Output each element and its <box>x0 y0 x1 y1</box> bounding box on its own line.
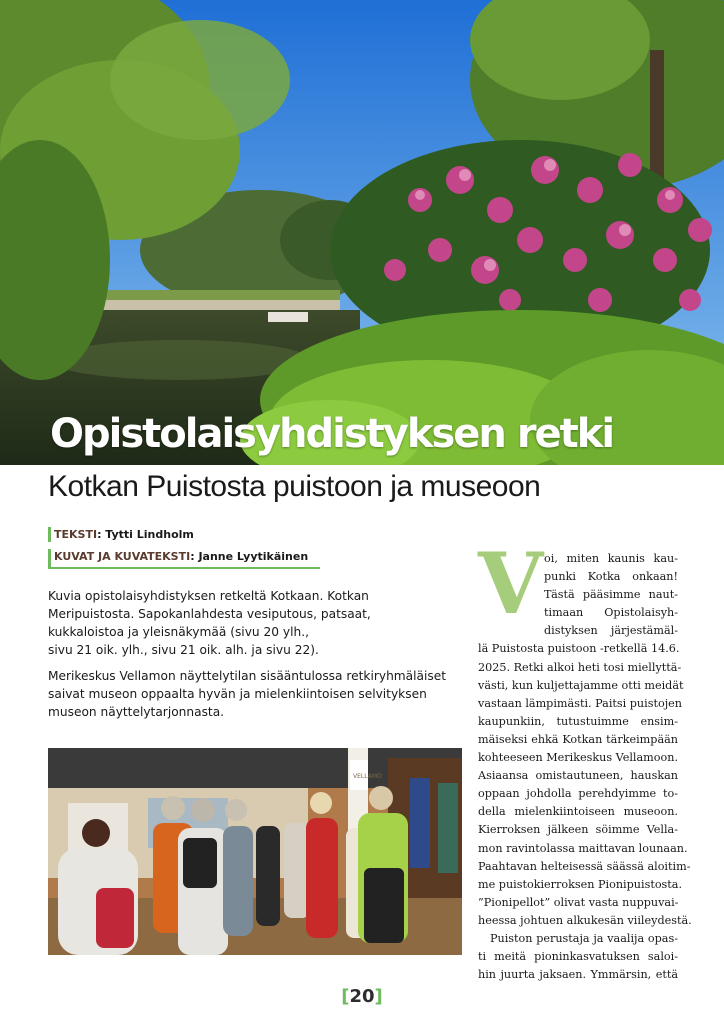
drop-cap: V <box>478 534 544 633</box>
article-subtitle: Kotkan Puistosta puistoon ja museoon <box>48 470 541 503</box>
hero-photo-park <box>0 0 724 465</box>
body-line: punki Kotka onkaan! <box>544 570 678 584</box>
caption-line: Meripuistosta. Sapokanlahdesta vesiputous, patsaat, <box>48 607 371 621</box>
caption-line: kukkaloistoa ja yleisnäkymää (sivu 20 ylh., <box>48 625 309 639</box>
body-line: me puistokierroksen Pionipuistosta. <box>478 877 683 891</box>
article-title: Opistolaisyhdistyksen retki <box>50 411 614 457</box>
page-bracket: [ <box>341 986 350 1007</box>
caption-line: museon näyttelytarjonnasta. <box>48 705 225 719</box>
body-line: timaan Opistolaisyh- <box>544 606 678 620</box>
body-line: Kierroksen jälkeen söimme Vella- <box>478 823 678 837</box>
body-line: Puiston perustaja ja vaalija opas- <box>490 931 678 945</box>
credit-value: Janne Lyytikäinen <box>198 550 309 563</box>
body-line: hin juurta jaksaen. Ymmärsin, että <box>478 968 678 982</box>
body-line: 2025. Retki alkoi heti tosi miellyttä- <box>478 660 682 674</box>
page-number-value: 20 <box>349 986 375 1007</box>
page-number <box>0 986 724 1007</box>
body-line: della mielenkiintoiseen museoon. <box>478 805 678 819</box>
body-line: heessa johtuen alkukesän viileydestä. <box>478 913 692 927</box>
caption-line: saivat museon oppaalta hyvän ja mielenkiintoisen selvityksen <box>48 687 427 701</box>
body-line: vastaan lämpimästi. Paitsi puistojen <box>478 696 682 710</box>
park-illustration <box>0 0 724 465</box>
museum-group-photo <box>48 748 462 955</box>
credit-label: TEKSTI <box>54 528 98 541</box>
body-line: lä Puistosta puistoon -retkellä 14.6. <box>478 642 680 656</box>
photo-caption-2 <box>48 667 458 721</box>
body-line: mon ravintolassa maittavan lounaan. <box>478 841 688 855</box>
body-line: distyksen järjestämäl- <box>544 624 678 638</box>
museum-illustration <box>48 748 462 955</box>
body-line: kohteeseen Merikeskus Vellamoon. <box>478 751 678 765</box>
article-body <box>478 550 692 984</box>
photo-caption-1 <box>48 587 458 659</box>
body-line: oi, miten kaunis kau- <box>544 552 678 565</box>
body-line: ”Pionipellot” olivat vasta nuppuvai- <box>478 895 679 909</box>
caption-line: Merikeskus Vellamon näyttelytilan sisääntulossa retkiryhmäläiset <box>48 669 446 683</box>
museum-sign-text: VELLAMO <box>353 773 382 780</box>
credit-photos: KUVAT JA KUVATEKSTI: Janne Lyytikäinen <box>48 549 320 569</box>
body-line: Asiaansa omistautuneen, hauskan <box>478 769 678 783</box>
body-line: mäiseksi ehkä Kotkan tärkeimpään <box>478 732 678 746</box>
body-line: västi, kun kuljettajamme otti meidät <box>478 678 684 692</box>
body-line: Paahtavan helteisessä säässä aloitim- <box>478 859 691 873</box>
credit-text: TEKSTI: Tytti Lindholm <box>48 527 194 542</box>
page-bracket: ] <box>374 986 383 1007</box>
body-line: oppaan johdolla perehdyimme to- <box>478 787 678 801</box>
body-line: Tästä pääsimme naut- <box>544 588 678 602</box>
body-line: kaupunkiin, tutustuimme ensim- <box>478 714 678 728</box>
body-line: ti meitä pioninkasvatuksen saloi- <box>478 950 678 964</box>
caption-line: Kuvia opistolaisyhdistyksen retkeltä Kotkaan. Kotkan <box>48 589 369 603</box>
credit-label: KUVAT JA KUVATEKSTI <box>54 550 191 563</box>
credit-value: Tytti Lindholm <box>105 528 194 541</box>
caption-line: sivu 21 oik. ylh., sivu 21 oik. alh. ja sivu 22). <box>48 643 319 657</box>
